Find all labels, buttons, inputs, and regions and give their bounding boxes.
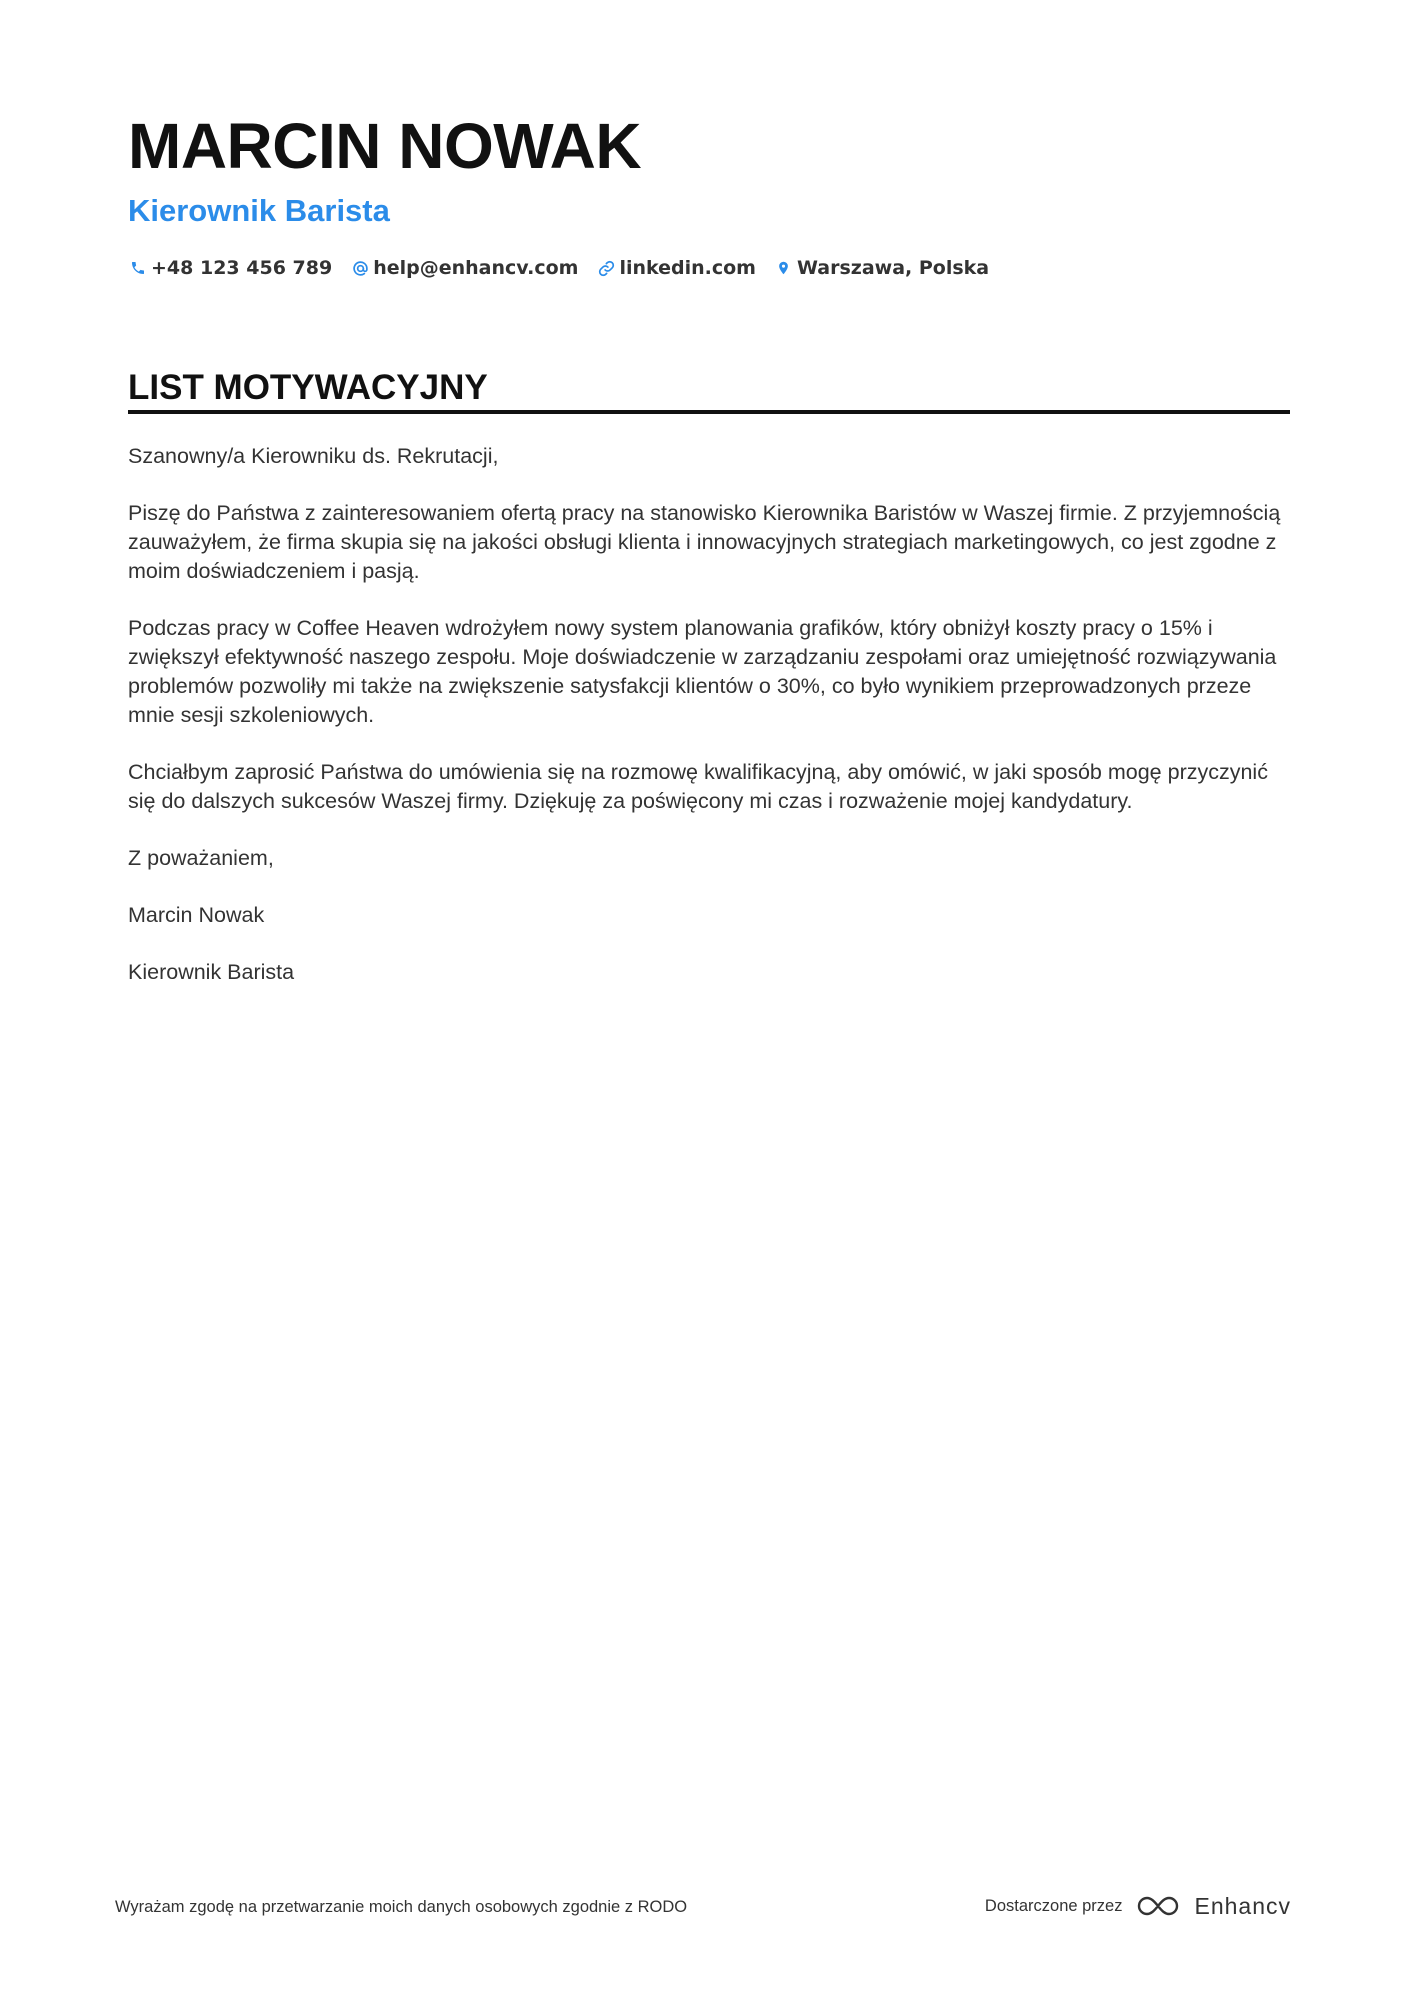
contact-linkedin[interactable] — [596, 257, 756, 279]
contact-email[interactable] — [350, 257, 578, 279]
letter-closing: Z poważaniem, — [128, 846, 274, 870]
contact-bar — [128, 253, 1007, 283]
link-icon — [596, 258, 616, 278]
contact-phone-text: +48 123 456 789 — [151, 257, 333, 279]
signature-role: Kierownik Barista — [128, 960, 295, 984]
contact-location-text: Warszawa, Polska — [796, 257, 990, 279]
provided-by-label: Dostarczone przez — [984, 1896, 1123, 1915]
contact-phone[interactable] — [128, 257, 332, 279]
enhancv-logo-text: Enhancv — [1194, 1892, 1291, 1919]
location-pin-icon — [774, 258, 794, 278]
candidate-role: Kierownik Barista — [128, 193, 390, 228]
section-divider — [128, 410, 1290, 414]
contact-location — [774, 257, 989, 279]
letter-greeting: Szanowny/a Kierowniku ds. Rekrutacji, — [128, 444, 499, 468]
letter-paragraph: Podczas pracy w Coffee Heaven wdrożyłem nowy system planowania grafików, który obniżył koszty pracy o 15% i zwiększył efektywność naszego zespołu. Moje doświadczenie w zarządzaniu zespołami oraz umiejętność rozwiązywania problemów pozwoliły mi także na zwiększenie satysfakcji klientów o 30%, co było wynikiem przeprowadzonych przeze mnie sesji szkoleniowych. — [128, 616, 1277, 727]
contact-email-text: help@enhancv.com — [373, 257, 579, 279]
infinity-logo-icon — [1134, 1893, 1182, 1919]
contact-linkedin-text: linkedin.com — [619, 257, 756, 279]
candidate-name: MARCIN NOWAK — [128, 110, 642, 182]
letter-paragraph: Piszę do Państwa z zainteresowaniem ofertą pracy na stanowisko Kierownika Baristów w Waszej firmie. Z przyjemnością zauważyłem, że firma skupia się na jakości obsługi klienta i innowacyjnych strategiach marketingowych, co jest zgodne z moim doświadczeniem i pasją. — [128, 501, 1281, 583]
gdpr-consent-text: Wyrażam zgodę na przetwarzanie moich danych osobowych zgodnie z RODO — [115, 1898, 688, 1916]
phone-icon — [128, 258, 148, 278]
letter-body — [128, 442, 1290, 1015]
signature-name: Marcin Nowak — [128, 903, 265, 927]
letter-paragraph: Chciałbym zaprosić Państwa do umówienia się na rozmowę kwalifikacyjną, aby omówić, w jaki sposób mogę przyczynić się do dalszych sukcesów Waszej firmy. Dziękuję za poświęcony mi czas i rozważenie mojej kandydatury. — [128, 760, 1268, 813]
enhancv-logo[interactable] — [1134, 1893, 1291, 1920]
provided-by — [985, 1888, 1291, 1924]
at-icon — [350, 258, 370, 278]
section-title: LIST MOTYWACYJNY — [128, 368, 488, 407]
